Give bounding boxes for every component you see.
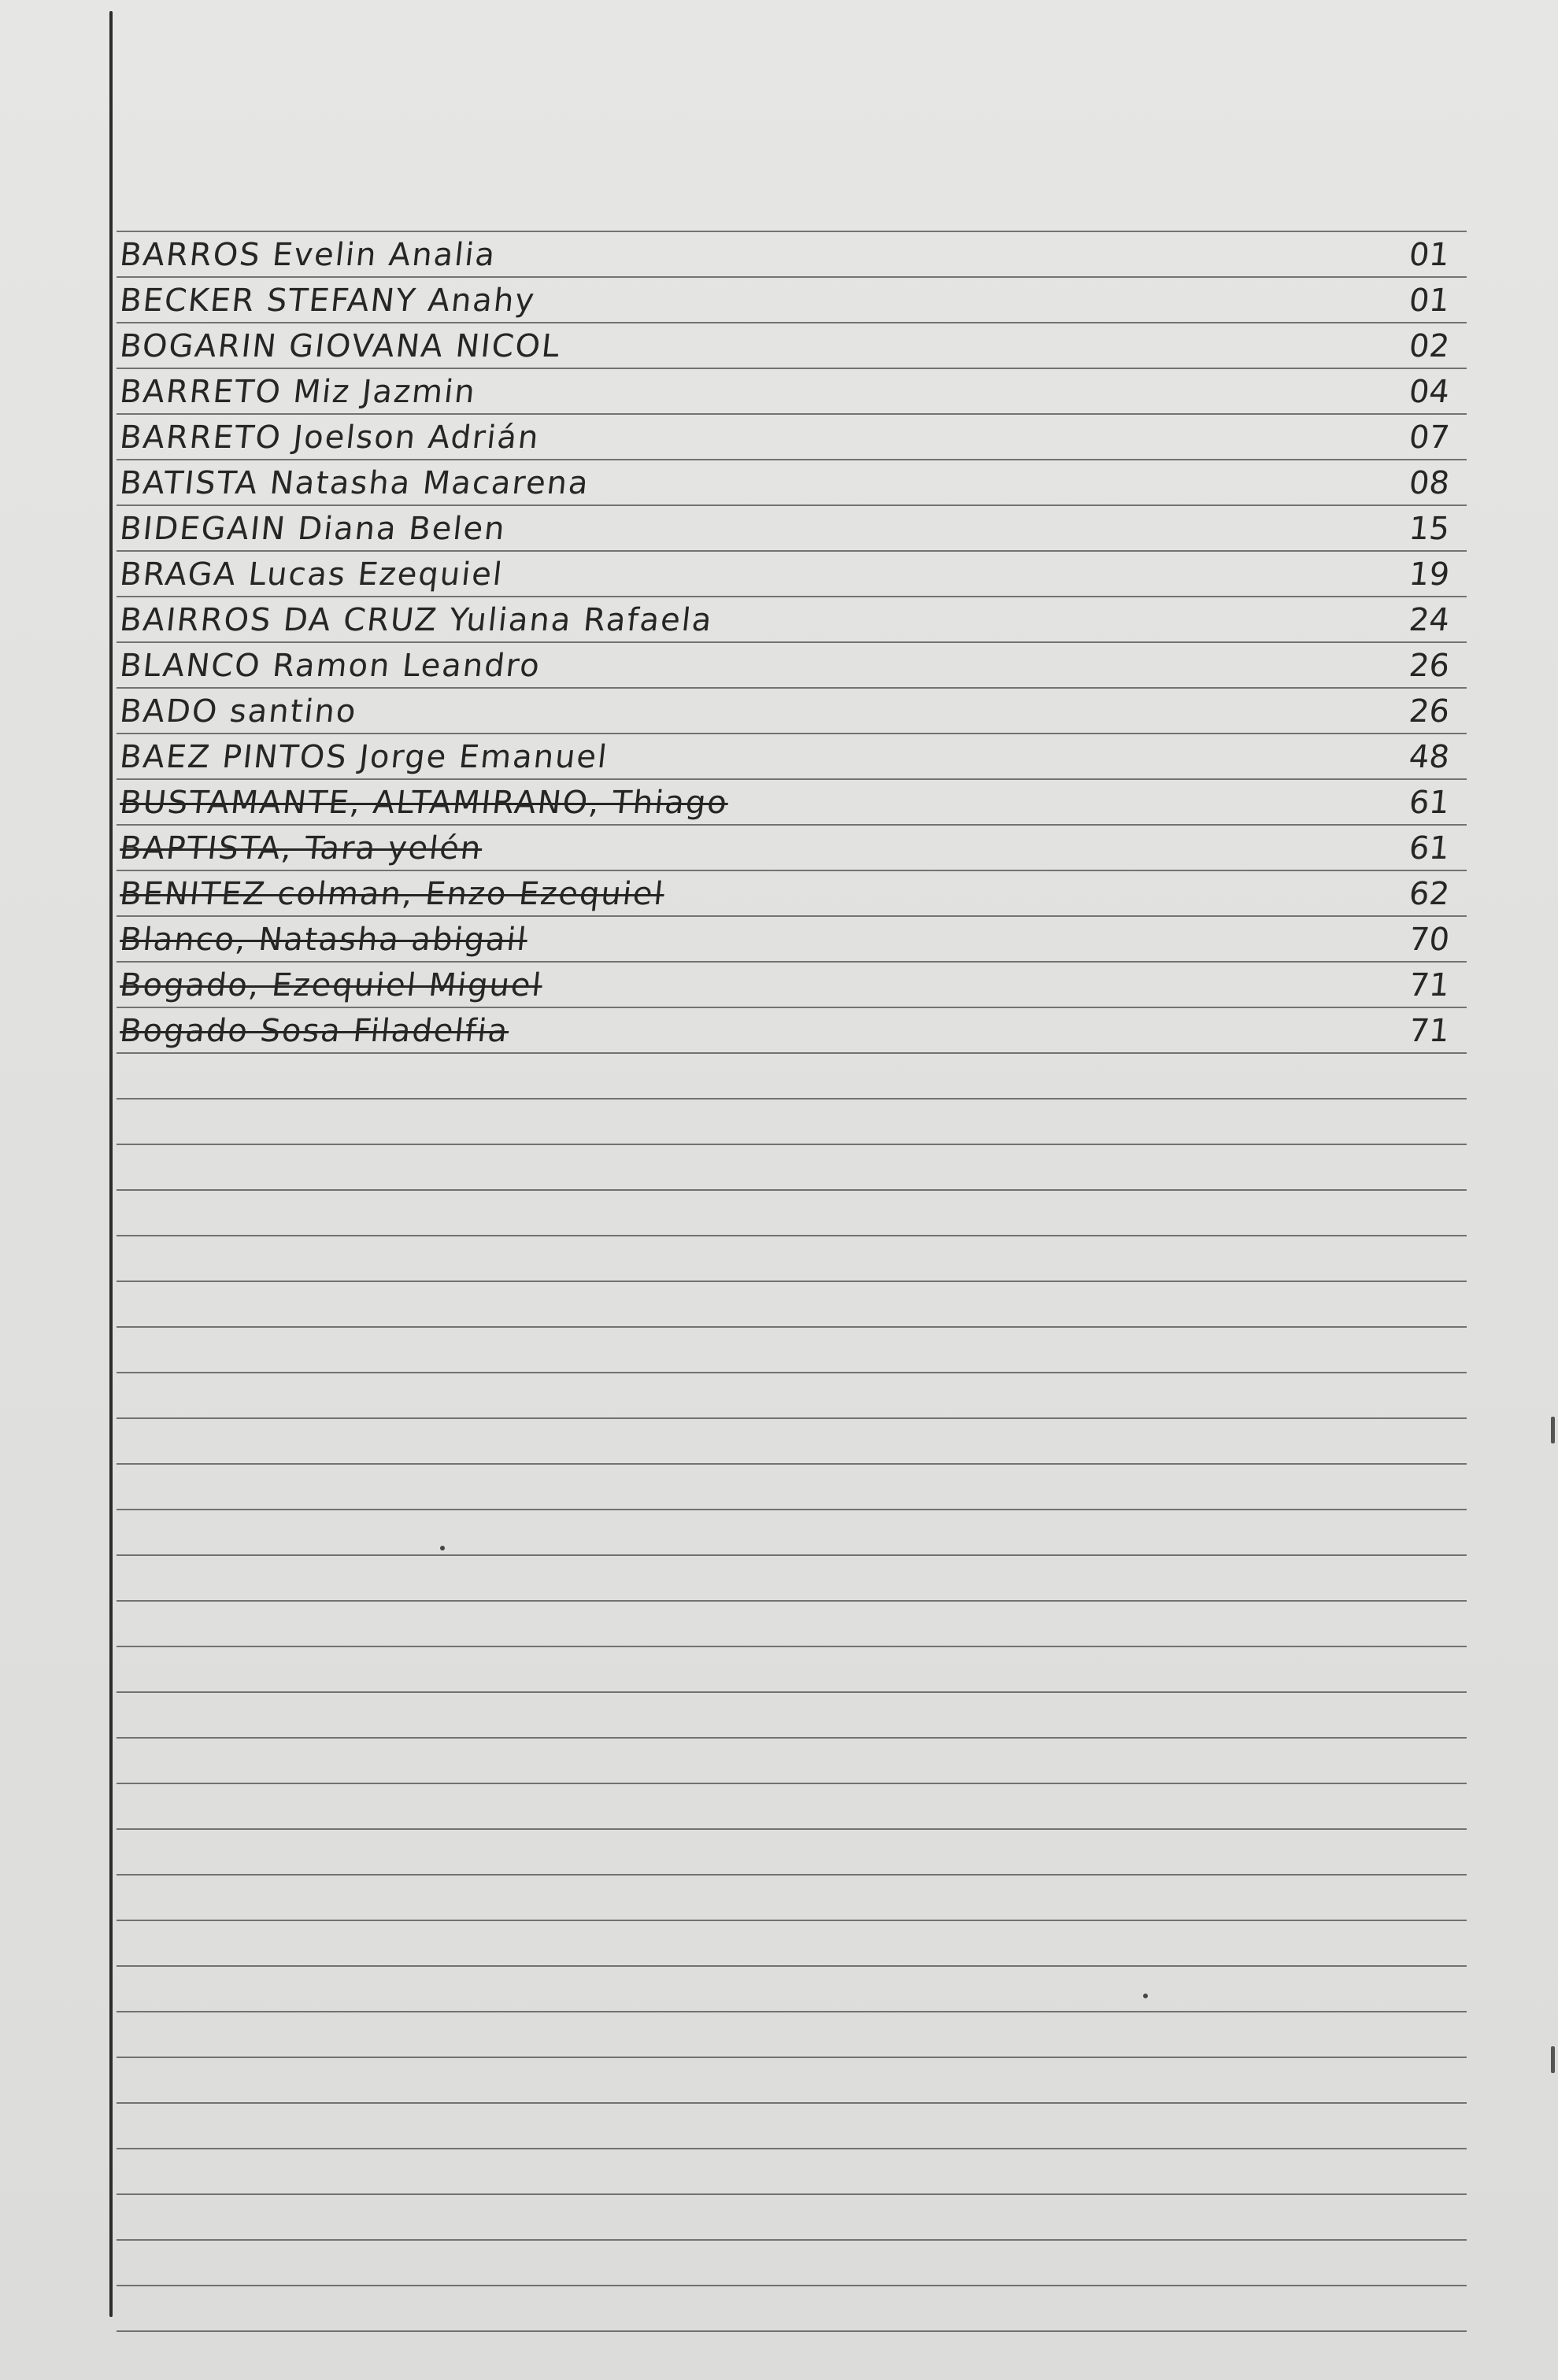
student-name: BAEZ PINTOS Jorge Emanuel bbox=[117, 739, 610, 775]
list-entry bbox=[118, 551, 1464, 595]
student-name: BLANCO Ramon Leandro bbox=[117, 648, 543, 684]
list-entry bbox=[118, 779, 1464, 823]
entry-number: 61 bbox=[1407, 830, 1452, 867]
student-name: BAPTISTA, Tara yelén bbox=[117, 830, 484, 867]
entry-number: 62 bbox=[1407, 876, 1452, 912]
list-entry bbox=[118, 825, 1464, 869]
list-entry bbox=[118, 277, 1464, 321]
entry-number: 04 bbox=[1407, 374, 1452, 410]
entry-number: 01 bbox=[1407, 237, 1452, 273]
entry-number: 61 bbox=[1407, 785, 1452, 821]
page-edge-mark bbox=[1551, 2046, 1555, 2073]
ink-dot bbox=[1143, 1994, 1148, 1998]
list-entry bbox=[118, 1007, 1464, 1051]
list-entry bbox=[118, 962, 1464, 1006]
entry-number: 70 bbox=[1407, 922, 1452, 958]
entry-number: 01 bbox=[1407, 283, 1452, 319]
entry-number: 15 bbox=[1407, 511, 1452, 547]
list-entry bbox=[118, 870, 1464, 915]
list-entry bbox=[118, 642, 1464, 686]
student-name: Blanco, Natasha abigail bbox=[117, 922, 530, 958]
list-entry bbox=[118, 916, 1464, 960]
entry-number: 26 bbox=[1407, 693, 1452, 730]
student-name: BRAGA Lucas Ezequiel bbox=[117, 556, 505, 593]
student-name: BAIRROS DA CRUZ Yuliana Rafaela bbox=[117, 602, 715, 638]
student-name: BATISTA Natasha Macarena bbox=[117, 465, 592, 501]
list-entry bbox=[118, 734, 1464, 778]
list-entry bbox=[118, 323, 1464, 367]
student-name: Bogado Sosa Filadelfia bbox=[117, 1013, 511, 1049]
entry-number: 71 bbox=[1407, 1013, 1452, 1049]
student-name: BARROS Evelin Analia bbox=[117, 237, 498, 273]
page-edge-mark bbox=[1551, 1417, 1555, 1443]
student-name: BIDEGAIN Diana Belen bbox=[117, 511, 508, 547]
entry-number: 02 bbox=[1407, 328, 1452, 364]
student-name: BENITEZ colman, Enzo Ezequiel bbox=[117, 876, 667, 912]
list-entry bbox=[118, 688, 1464, 732]
entry-number: 08 bbox=[1407, 465, 1452, 501]
entry-number: 07 bbox=[1407, 419, 1452, 456]
student-name: BARRETO Miz Jazmin bbox=[117, 374, 479, 410]
entry-number: 24 bbox=[1407, 602, 1452, 638]
student-name: BOGARIN GIOVANA NICOL bbox=[117, 328, 563, 364]
entry-number: 19 bbox=[1407, 556, 1452, 593]
list-entry bbox=[118, 505, 1464, 549]
entry-number: 71 bbox=[1407, 967, 1452, 1003]
list-entry bbox=[118, 231, 1464, 275]
list-entry bbox=[118, 368, 1464, 412]
student-name: BUSTAMANTE, ALTAMIRANO, Thiago bbox=[117, 785, 731, 821]
student-name: BADO santino bbox=[117, 693, 359, 730]
list-entry bbox=[118, 460, 1464, 504]
entry-number: 26 bbox=[1407, 648, 1452, 684]
ink-dot bbox=[440, 1546, 445, 1550]
student-name: BARRETO Joelson Adrián bbox=[117, 419, 542, 456]
list-entry bbox=[118, 597, 1464, 641]
student-name: BECKER STEFANY Anahy bbox=[117, 283, 538, 319]
student-name: Bogado, Ezequiel Miguel bbox=[117, 967, 545, 1003]
list-entry bbox=[118, 414, 1464, 458]
entry-number: 48 bbox=[1407, 739, 1452, 775]
